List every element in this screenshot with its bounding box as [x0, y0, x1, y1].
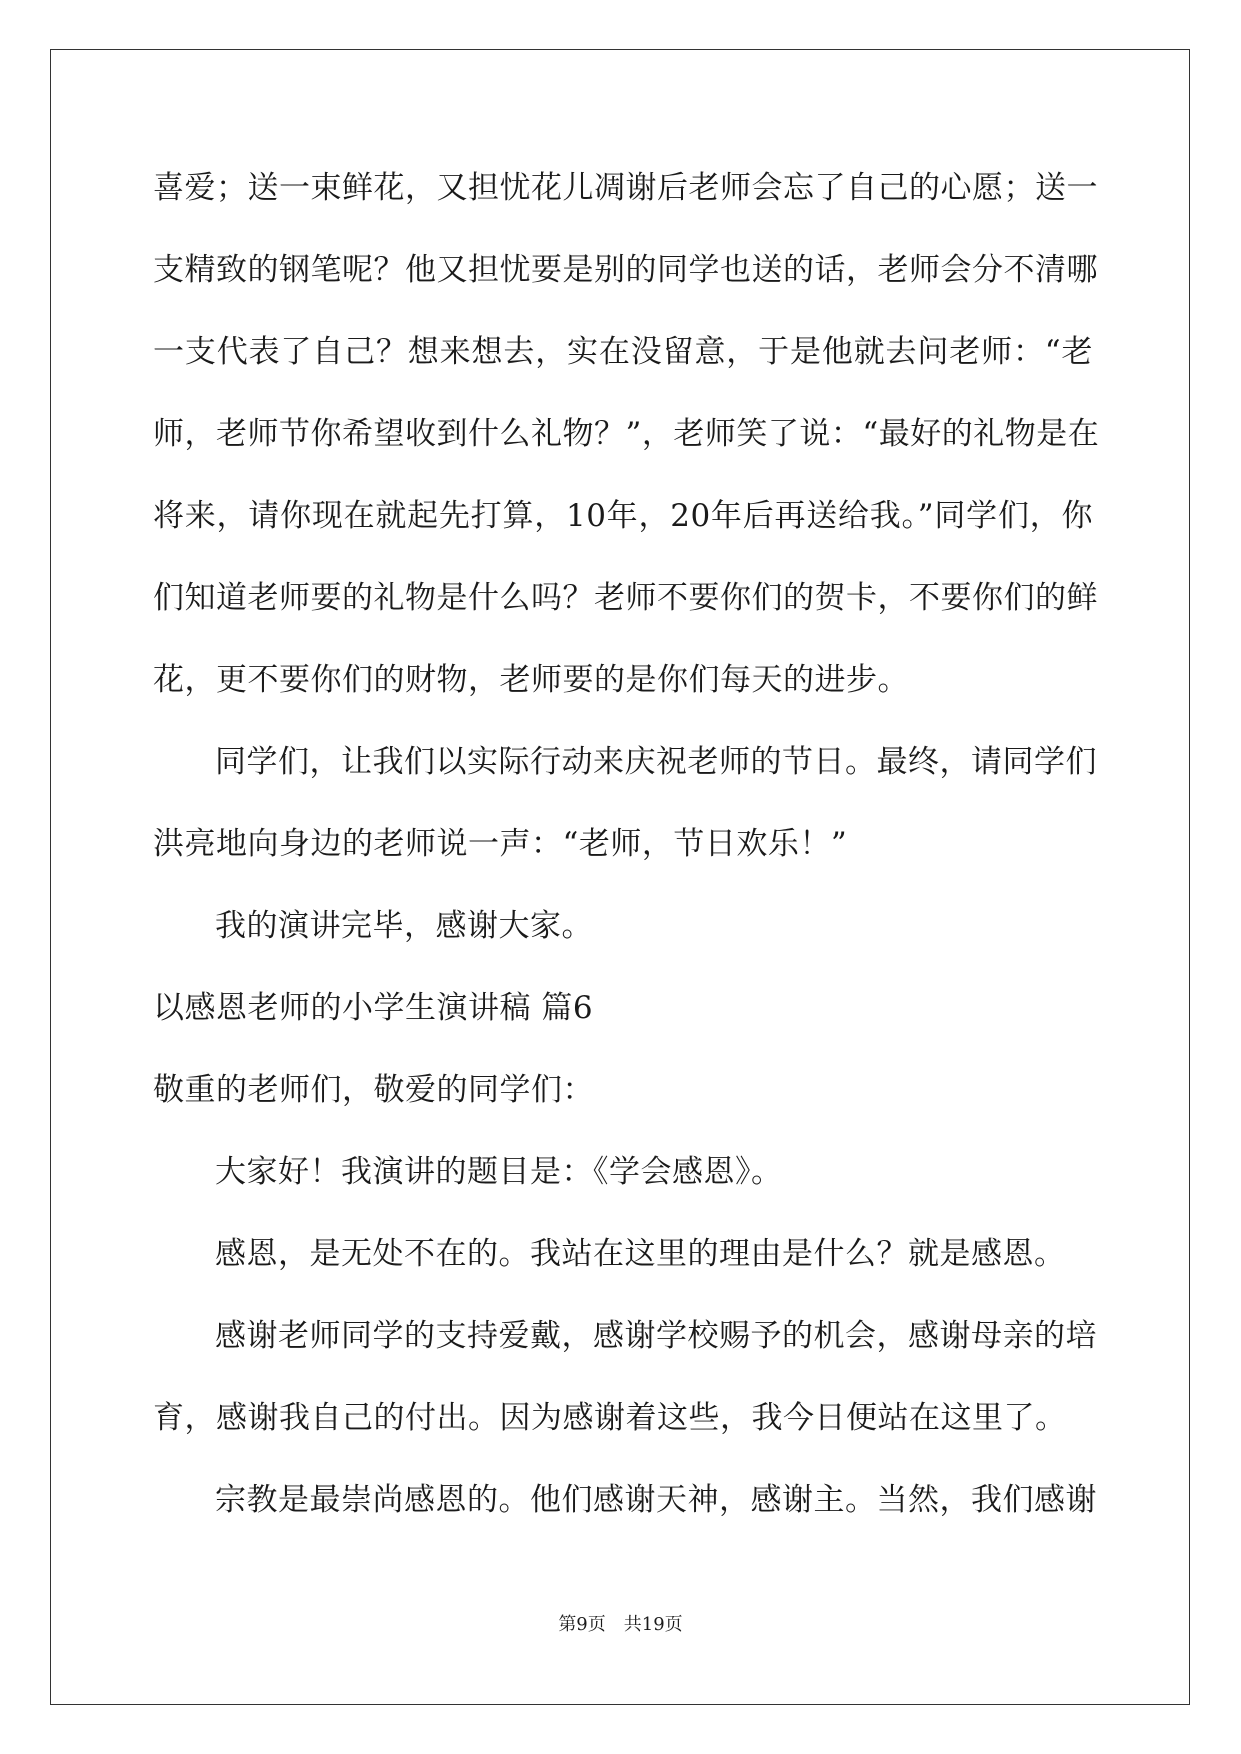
paragraph-line: 感谢老师同学的支持爱戴，感谢学校赐予的机会，感谢母亲的培: [215, 1318, 1097, 1354]
paragraph-line: 支精致的钢笔呢？他又担忧要是别的同学也送的话，老师会分不清哪: [153, 252, 1098, 288]
page-number: 第9页: [558, 1614, 606, 1635]
section-heading: 以感恩老师的小学生演讲稿 篇6: [153, 990, 594, 1026]
page-footer: [0, 1610, 1241, 1636]
paragraph-line: 将来，请你现在就起先打算，10年，20年后再送给我。”同学们，你: [153, 498, 1093, 534]
paragraph-line: 我的演讲完毕，感谢大家。: [215, 908, 593, 944]
paragraph-line: 洪亮地向身边的老师说一声：“老师，节日欢乐！”: [153, 826, 848, 862]
paragraph-line: 宗教是最崇尚感恩的。他们感谢天神，感谢主。当然，我们感谢: [215, 1482, 1097, 1518]
paragraph-line: 们知道老师要的礼物是什么吗？老师不要你们的贺卡，不要你们的鲜: [153, 580, 1098, 616]
page-total: 共19页: [623, 1614, 683, 1635]
paragraph-line: 育，感谢我自己的付出。因为感谢着这些，我今日便站在这里了。: [153, 1400, 1067, 1436]
paragraph-line: 同学们，让我们以实际行动来庆祝老师的节日。最终，请同学们: [215, 744, 1097, 780]
paragraph-line: 喜爱；送一束鲜花，又担忧花儿凋谢后老师会忘了自己的心愿；送一: [153, 170, 1098, 206]
paragraph-line: 大家好！我演讲的题目是：《学会感恩》。: [215, 1154, 783, 1190]
document-body: [153, 165, 1100, 1559]
paragraph-line: 师，老师节你希望收到什么礼物？”，老师笑了说：“最好的礼物是在: [153, 416, 1100, 452]
paragraph-line: 一支代表了自己？想来想去，实在没留意，于是他就去问老师：“老: [153, 334, 1093, 370]
paragraph-line: 感恩，是无处不在的。我站在这里的理由是什么？就是感恩。: [215, 1236, 1066, 1272]
paragraph-line: 花，更不要你们的财物，老师要的是你们每天的进步。: [153, 662, 909, 698]
salutation: 敬重的老师们，敬爱的同学们：: [153, 1072, 594, 1108]
